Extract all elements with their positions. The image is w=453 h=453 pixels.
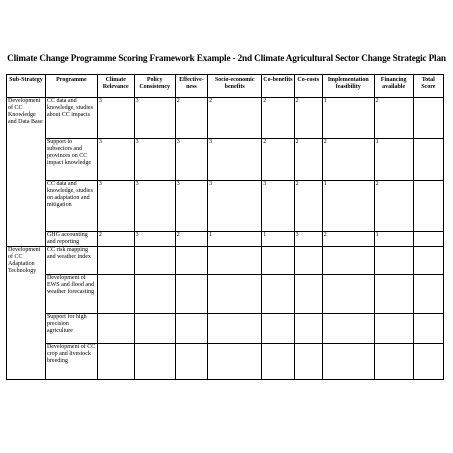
score-cell bbox=[294, 344, 322, 380]
document-title: Climate Change Programme Scoring Framework Example - 2nd Climate Agricultural Sector Change Strategic Plan bbox=[7, 53, 446, 63]
table-row bbox=[7, 247, 444, 275]
table-row bbox=[7, 314, 444, 344]
total-score-cell bbox=[413, 181, 443, 232]
score-cell: 2 bbox=[97, 232, 134, 247]
header-sub-strategy: Sub-Strategy bbox=[7, 75, 46, 98]
score-cell: 2 bbox=[208, 98, 262, 139]
programme-cell: GHG accounting and reporting bbox=[45, 232, 97, 247]
table-row bbox=[7, 344, 444, 380]
programme-cell: Support for high precision agriculture bbox=[45, 314, 97, 344]
score-cell: 3 bbox=[134, 98, 175, 139]
score-cell: 1 bbox=[374, 232, 413, 247]
score-cell: 2 bbox=[262, 98, 294, 139]
total-score-cell bbox=[413, 344, 443, 380]
score-cell bbox=[134, 247, 175, 275]
score-cell: 3 bbox=[134, 232, 175, 247]
header-implementation-feasibility: Implementation feasibility bbox=[322, 75, 374, 98]
score-cell bbox=[97, 275, 134, 314]
header-financing-available: Financing available bbox=[374, 75, 413, 98]
table-row bbox=[7, 275, 444, 314]
header-total-score: Total Score bbox=[413, 75, 443, 98]
score-cell: 2 bbox=[294, 98, 322, 139]
score-cell: 1 bbox=[322, 181, 374, 232]
score-cell: 3 bbox=[262, 181, 294, 232]
score-cell: 1 bbox=[322, 98, 374, 139]
score-cell bbox=[374, 314, 413, 344]
header-co-costs: Co-costs bbox=[294, 75, 322, 98]
score-cell bbox=[134, 344, 175, 380]
score-cell bbox=[262, 247, 294, 275]
score-cell bbox=[175, 314, 207, 344]
header-row bbox=[7, 75, 444, 98]
score-cell: 2 bbox=[175, 232, 207, 247]
score-cell bbox=[134, 275, 175, 314]
programme-cell: Development of EWS and flood and weather forecasting bbox=[45, 275, 97, 314]
score-cell bbox=[322, 275, 374, 314]
score-cell: 2 bbox=[322, 232, 374, 247]
score-cell bbox=[262, 314, 294, 344]
score-cell: 1 bbox=[262, 232, 294, 247]
score-cell: 3 bbox=[97, 98, 134, 139]
header-climate-relevance: Climate Relevance bbox=[97, 75, 134, 98]
header-programme: Programme bbox=[45, 75, 97, 98]
programme-cell: Support to subsectors and provinces on CC impact knowledge bbox=[45, 139, 97, 181]
score-cell bbox=[294, 275, 322, 314]
score-cell: 2 bbox=[262, 139, 294, 181]
score-cell bbox=[374, 247, 413, 275]
sub-strategy-knowledge-data-base: Development of CC Knowledge and Data Base bbox=[7, 98, 46, 247]
score-cell: 2 bbox=[175, 98, 207, 139]
score-cell bbox=[374, 344, 413, 380]
score-cell bbox=[208, 275, 262, 314]
table-row bbox=[7, 139, 444, 181]
score-cell: 1 bbox=[374, 139, 413, 181]
score-cell: 2 bbox=[374, 181, 413, 232]
programme-cell: CC data and knowledge, studies on adaptation and mitigation bbox=[45, 181, 97, 232]
total-score-cell bbox=[413, 232, 443, 247]
total-score-cell bbox=[413, 98, 443, 139]
total-score-cell bbox=[413, 247, 443, 275]
score-cell bbox=[208, 314, 262, 344]
score-cell: 3 bbox=[175, 139, 207, 181]
programme-cell: Development of CC crop and livestock breeding bbox=[45, 344, 97, 380]
score-cell: 3 bbox=[134, 139, 175, 181]
total-score-cell bbox=[413, 139, 443, 181]
score-cell bbox=[262, 275, 294, 314]
score-cell bbox=[134, 314, 175, 344]
sub-strategy-adaptation-technology: Development of CC Adaptation Technology bbox=[7, 247, 46, 380]
score-cell bbox=[322, 344, 374, 380]
score-cell: 2 bbox=[294, 139, 322, 181]
total-score-cell bbox=[413, 314, 443, 344]
score-cell: 2 bbox=[374, 98, 413, 139]
score-cell bbox=[262, 344, 294, 380]
total-score-cell bbox=[413, 275, 443, 314]
score-cell: 2 bbox=[294, 181, 322, 232]
score-cell: 3 bbox=[294, 232, 322, 247]
score-cell bbox=[208, 247, 262, 275]
score-cell: 3 bbox=[134, 181, 175, 232]
score-cell bbox=[374, 275, 413, 314]
score-cell: 1 bbox=[208, 232, 262, 247]
score-cell bbox=[294, 247, 322, 275]
table-row bbox=[7, 181, 444, 232]
score-cell bbox=[175, 247, 207, 275]
score-cell: 3 bbox=[208, 181, 262, 232]
score-cell bbox=[97, 344, 134, 380]
programme-cell: CC data and knowledge, studies about CC impacts bbox=[45, 98, 97, 139]
programme-cell: CC risk mapping and weather index bbox=[45, 247, 97, 275]
score-cell bbox=[175, 275, 207, 314]
score-cell: 3 bbox=[97, 139, 134, 181]
header-co-benefits: Co-benefits bbox=[262, 75, 294, 98]
header-policy-consistency: Policy Consistency bbox=[134, 75, 175, 98]
header-effectiveness: Effective-ness bbox=[175, 75, 207, 98]
table-row bbox=[7, 98, 444, 139]
score-cell: 3 bbox=[208, 139, 262, 181]
score-cell bbox=[208, 344, 262, 380]
score-cell: 2 bbox=[322, 139, 374, 181]
header-socio-economic-benefits: Socio-economic benefits bbox=[208, 75, 262, 98]
score-cell: 3 bbox=[97, 181, 134, 232]
score-cell bbox=[175, 344, 207, 380]
table-row bbox=[7, 232, 444, 247]
score-cell: 3 bbox=[175, 181, 207, 232]
score-cell bbox=[294, 314, 322, 344]
score-cell bbox=[97, 314, 134, 344]
scoring-table bbox=[6, 74, 444, 380]
score-cell bbox=[97, 247, 134, 275]
score-cell bbox=[322, 314, 374, 344]
score-cell bbox=[322, 247, 374, 275]
